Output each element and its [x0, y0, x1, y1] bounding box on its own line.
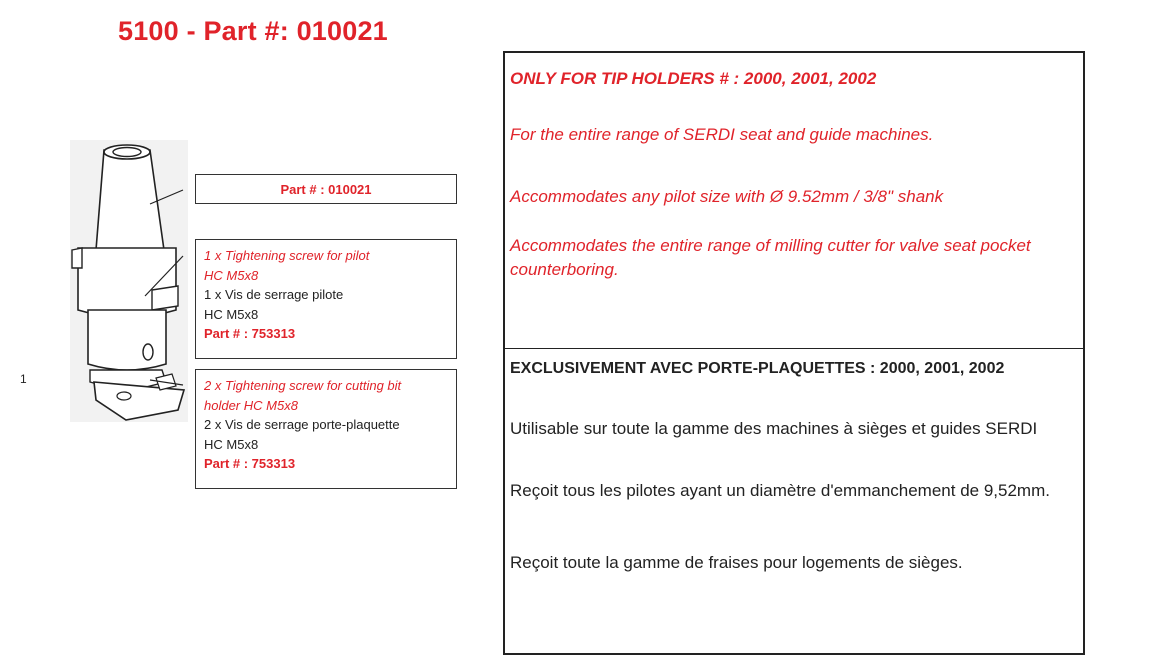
- bit-screw-box: [195, 369, 457, 489]
- info-en-heading: ONLY FOR TIP HOLDERS # : 2000, 2001, 2002: [510, 69, 877, 88]
- pilot-screw-en-line1: 1 x Tightening screw for pilot: [204, 248, 370, 263]
- pilot-screw-part-number: Part # : 753313: [204, 326, 296, 341]
- page-title: 5100 - Part #: 010021: [118, 16, 388, 46]
- part-number-box: [195, 174, 457, 204]
- info-en-range: For the entire range of SERDI seat and guide machines.: [510, 125, 934, 144]
- part-number-label: Part # : 010021: [280, 182, 372, 197]
- bit-screw-part-number: Part # : 753313: [204, 456, 296, 471]
- info-fr-heading: EXCLUSIVEMENT AVEC PORTE-PLAQUETTES : 2000, 2001, 2002: [510, 360, 1005, 377]
- part-drawing: [66, 130, 196, 430]
- bit-screw-fr-line2: HC M5x8: [204, 436, 259, 452]
- info-fr-pilot: Reçoit tous les pilotes ayant un diamètre d'emmanchement de 9,52mm.: [510, 481, 1050, 500]
- bit-screw-en-line1: 2 x Tightening screw for cutting bit: [204, 378, 402, 393]
- bit-screw-en-line2: holder HC M5x8: [204, 397, 298, 413]
- pilot-screw-fr-line2: HC M5x8: [204, 306, 259, 322]
- info-en-pilot: Accommodates any pilot size with Ø 9.52mm / 3/8" shank: [510, 187, 944, 206]
- info-fr-milling: Reçoit toute la gamme de fraises pour logements de sièges.: [510, 553, 963, 572]
- info-en-milling: Accommodates the entire range of milling cutter for valve seat pocket counterboring.: [510, 236, 1031, 279]
- bit-screw-fr-line1: 2 x Vis de serrage porte-plaquette: [204, 417, 400, 432]
- info-panel: [503, 51, 1085, 655]
- page-number: 1: [20, 372, 27, 386]
- pilot-screw-en-line2: HC M5x8: [204, 267, 259, 283]
- pilot-screw-fr-line1: 1 x Vis de serrage pilote: [204, 287, 344, 302]
- pilot-screw-box: [195, 239, 457, 359]
- info-english-section: [505, 53, 1083, 349]
- info-fr-range: Utilisable sur toute la gamme des machines à sièges et guides SERDI: [510, 419, 1038, 438]
